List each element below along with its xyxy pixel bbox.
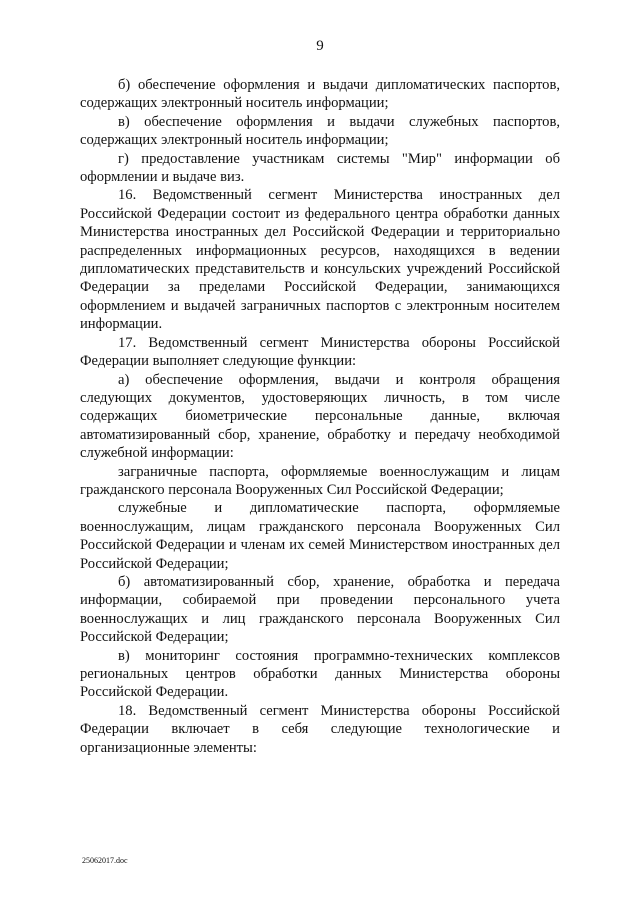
paragraph-v-service-passports: в) обеспечение оформления и выдачи служебных паспортов, содержащих электронный носитель информации; xyxy=(80,113,560,149)
paragraph-a-documents: а) обеспечение оформления, выдачи и контроля обращения следующих документов, удостоверяющих личность, в том числе содержащих биометрические персональные данные, включая автоматизированный сбор, хранение, обработку и передачу необходимой служебной информации: xyxy=(80,371,560,462)
paragraph-b-diplomatic-passports: б) обеспечение оформления и выдачи дипломатических паспортов, содержащих электронный носитель информации; xyxy=(80,77,560,112)
paragraph-b-personnel-data: б) автоматизированный сбор, хранение, обработка и передача информации, собираемой при проведении персонального учета военнослужащих и лиц гражданского персонала Вооруженных Сил Российской Федерации; xyxy=(80,573,560,646)
document-body xyxy=(80,76,560,757)
paragraph-foreign-passports: заграничные паспорта, оформляемые военнослужащим и лицам гражданского персонала Вооруженных Сил Российской Федерации; xyxy=(80,463,560,498)
paragraph-v-monitoring: в) мониторинг состояния программно-технических комплексов региональных центров обработки данных Министерства обороны Российской Федерации. xyxy=(80,647,560,701)
page-number: 9 xyxy=(316,38,324,54)
footer-filename: 25062017.doc xyxy=(82,856,128,865)
paragraph-17-mo-functions: 17. Ведомственный сегмент Министерства обороны Российской Федерации выполняет следующие функции: xyxy=(80,334,560,370)
paragraph-18-mo-elements: 18. Ведомственный сегмент Министерства обороны Российской Федерации включает в себя следующие технологические и организационные элементы: xyxy=(80,702,560,756)
paragraph-g-mir-system: г) предоставление участникам системы "Мир" информации об оформлении и выдаче виз. xyxy=(80,150,560,186)
paragraph-16-mid-segment: 16. Ведомственный сегмент Министерства иностранных дел Российской Федерации состоит из федерального центра обработки данных Министерства иностранных дел Российской Федерации и территориально распределенных информационных ресурсов, находящихся в ведении дипломатических представительств и консульских учреждений Российской Федерации за пределами Российской Федерации, занимающихся оформлением и выдачей заграничных паспортов с электронным носителем информации. xyxy=(80,187,560,333)
paragraph-service-diplomatic-passports: служебные и дипломатические паспорта, оформляемые военнослужащим, лицам гражданского персонала Вооруженных Сил Российской Федерации и членам их семей Министерством иностранных дел Российской Федерации; xyxy=(80,500,560,572)
